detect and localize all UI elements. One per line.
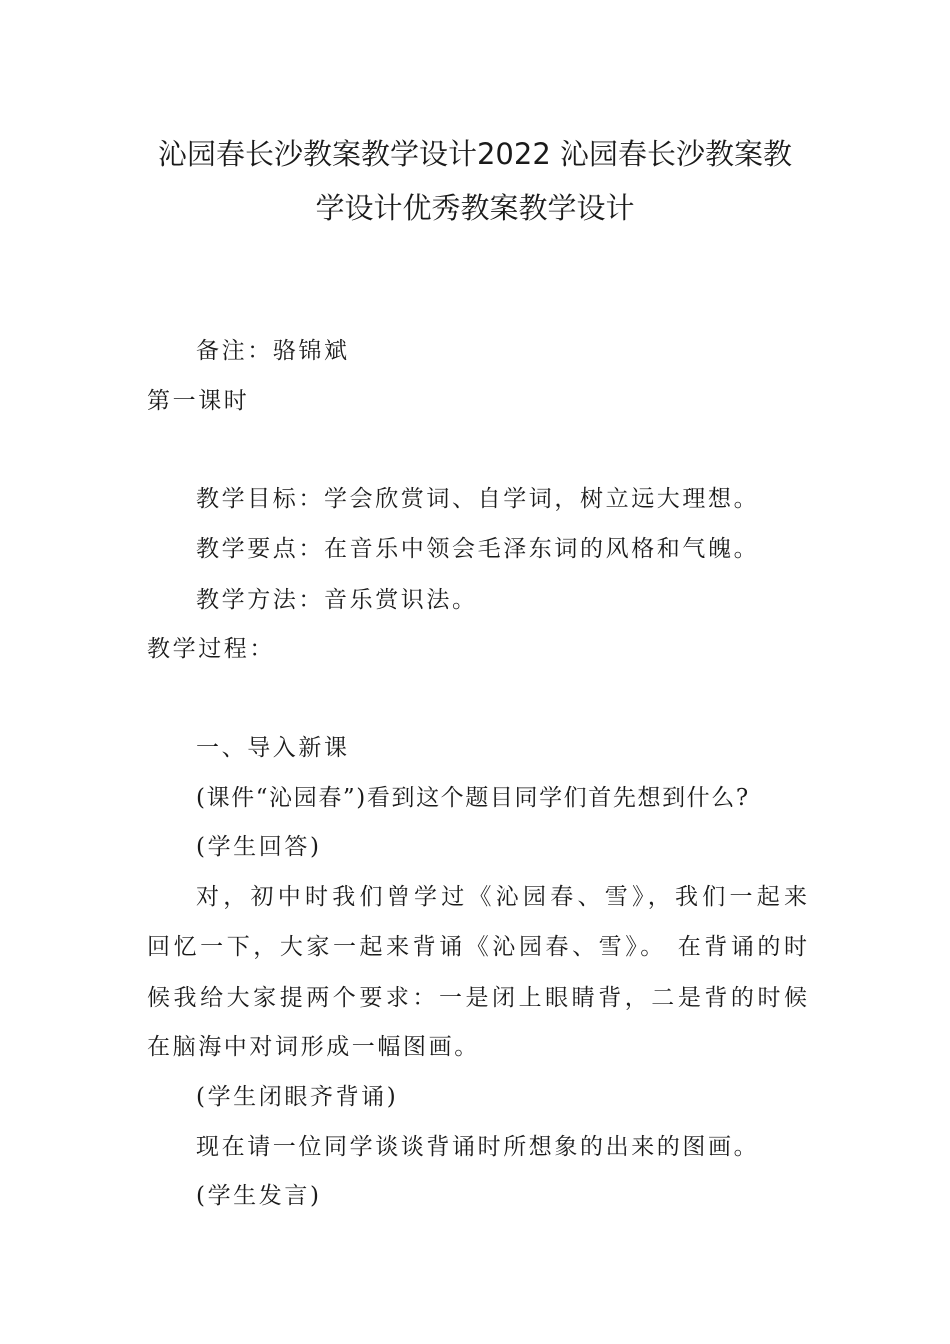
paragraph: 现在请一位同学谈谈背诵时所想象的出来的图画。 [196,1134,760,1160]
lesson-heading: 第一课时 [147,388,250,414]
teaching-key-point: 教学要点：在音乐中领会毛泽东词的风格和气魄。 [196,536,760,562]
title-line-2: 学设计优秀教案教学设计 [315,191,635,225]
note-line: 备注：骆锦斌 [196,338,350,364]
section-heading: 一、导入新课 [196,735,350,761]
teaching-goal: 教学目标：学会欣赏词、自学词，树立远大理想。 [196,486,760,512]
paragraph-line: 候我给大家提两个要求：一是闭上眼睛背，二是背的时候 [147,985,807,1011]
paragraph-line: 对，初中时我们曾学过《沁园春、雪》，我们一起来 [196,884,807,910]
paragraph-line: 在脑海中对词形成一幅图画。 [147,1034,480,1060]
paragraph: (学生发言) [196,1183,322,1209]
document-title [120,127,830,235]
title-line-1: 沁园春长沙教案教学设计2022 沁园春长沙教案教 [157,137,793,171]
paragraph: (学生闭眼齐背诵) [196,1084,399,1110]
paragraph-line: 回忆一下，大家一起来背诵《沁园春、雪》。 在背诵的时 [147,934,807,960]
paragraph: (课件“沁园春”)看到这个题目同学们首先想到什么? [196,785,750,811]
teaching-process-heading: 教学过程： [147,636,275,662]
paragraph: (学生回答) [196,834,322,860]
teaching-method: 教学方法：音乐赏识法。 [196,587,478,613]
